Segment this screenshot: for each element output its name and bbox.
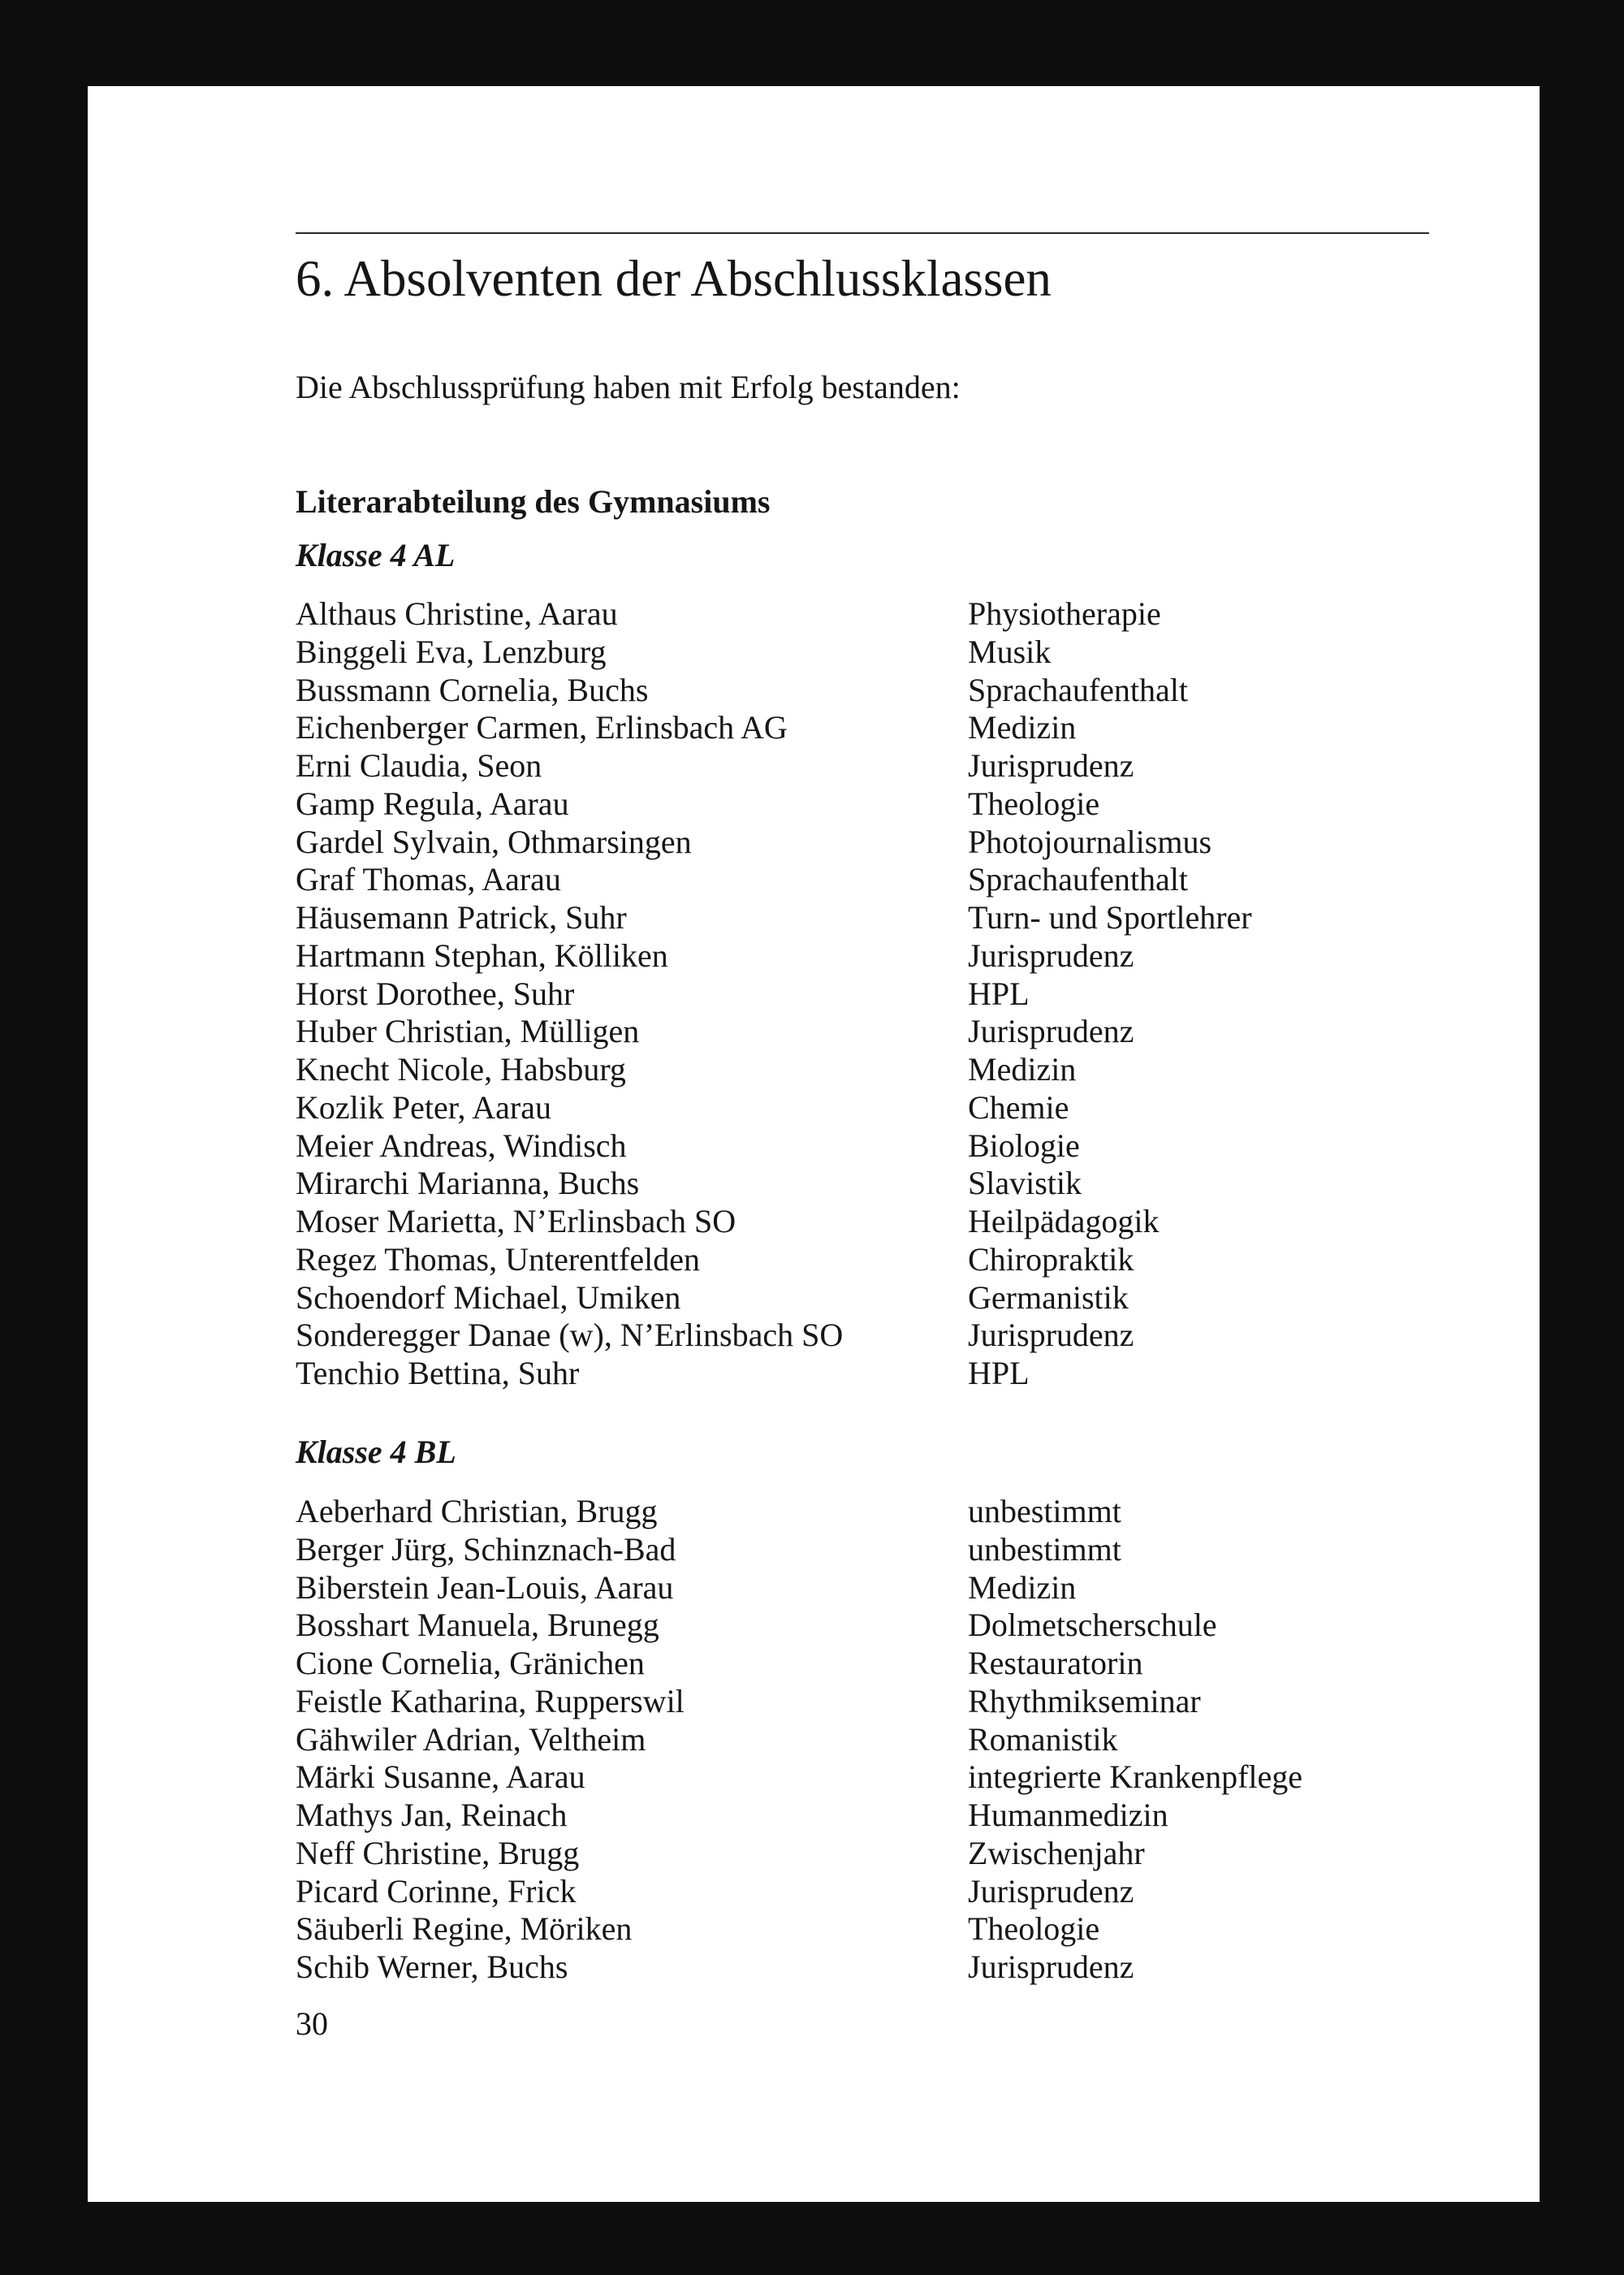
student-name: Moser Marietta, N’Erlinsbach SO (296, 1203, 736, 1239)
student-field: Musik (968, 633, 1052, 670)
student-row (296, 1051, 1449, 1089)
intro-text: Die Abschlussprüfung haben mit Erfolg bestanden: (296, 369, 961, 405)
student-row (296, 1279, 1449, 1317)
student-name: Biberstein Jean-Louis, Aarau (296, 1568, 674, 1606)
student-name: Erni Claudia, Seon (296, 747, 542, 784)
student-field: Medizin (968, 1051, 1077, 1088)
student-name: Gähwiler Adrian, Veltheim (296, 1720, 646, 1758)
student-field: Sprachaufenthalt (968, 671, 1188, 708)
document-page (88, 86, 1540, 2202)
student-name: Knecht Nicole, Habsburg (296, 1051, 626, 1088)
student-row (296, 1910, 1449, 1948)
student-name: Meier Andreas, Windisch (296, 1127, 627, 1164)
page-number: 30 (296, 2005, 328, 2042)
student-list (296, 1493, 1449, 1987)
student-name: Graf Thomas, Aarau (296, 861, 561, 898)
student-row (296, 1493, 1449, 1531)
student-row (296, 1758, 1449, 1797)
student-name: Eichenberger Carmen, Erlinsbach AG (296, 709, 788, 746)
student-name: Mathys Jan, Reinach (296, 1797, 568, 1833)
student-row (296, 899, 1449, 937)
student-row (296, 824, 1449, 862)
student-row (296, 937, 1449, 975)
student-name: Regez Thomas, Unterentfelden (296, 1240, 700, 1278)
student-field: HPL (968, 1355, 1030, 1391)
student-field: Slavistik (968, 1165, 1082, 1202)
student-name: Picard Corinne, Frick (296, 1872, 577, 1910)
student-field: Biologie (968, 1127, 1080, 1164)
student-name: Mirarchi Marianna, Buchs (296, 1165, 640, 1202)
student-row (296, 1089, 1449, 1127)
student-field: Restauratorin (968, 1645, 1143, 1681)
student-row (296, 1645, 1449, 1683)
student-list (296, 595, 1449, 1393)
student-field: Jurisprudenz (968, 1872, 1134, 1910)
student-row (296, 1165, 1449, 1203)
section-heading: Literarabteilung des Gymnasiums (296, 483, 771, 520)
student-name: Sonderegger Danae (w), N’Erlinsbach SO (296, 1317, 844, 1354)
student-name: Häusemann Patrick, Suhr (296, 899, 627, 936)
student-row (296, 1607, 1449, 1645)
class-section-4bl (296, 1432, 1449, 1987)
student-name: Säuberli Regine, Möriken (296, 1910, 633, 1948)
student-row (296, 1948, 1449, 1987)
student-name: Schib Werner, Buchs (296, 1948, 568, 1985)
student-name: Tenchio Bettina, Suhr (296, 1355, 580, 1391)
student-row (296, 1355, 1449, 1393)
class-label: Klasse 4 BL (296, 1434, 456, 1470)
student-field: Heilpädagogik (968, 1203, 1160, 1239)
student-field: Jurisprudenz (968, 1317, 1134, 1354)
student-field: unbestimmt (968, 1530, 1121, 1568)
student-name: Kozlik Peter, Aarau (296, 1088, 551, 1126)
student-field: Medizin (968, 1568, 1077, 1606)
student-field: Humanmedizin (968, 1797, 1168, 1833)
student-field: Jurisprudenz (968, 1948, 1134, 1985)
student-field: Dolmetscherschule (968, 1607, 1217, 1644)
student-field: Theologie (968, 1910, 1100, 1948)
student-name: Gamp Regula, Aarau (296, 785, 569, 822)
student-name: Aeberhard Christian, Brugg (296, 1493, 658, 1529)
student-name: Huber Christian, Mülligen (296, 1013, 640, 1050)
student-field: Romanistik (968, 1720, 1118, 1758)
student-name: Berger Jürg, Schinznach-Bad (296, 1530, 676, 1568)
student-field: unbestimmt (968, 1493, 1121, 1529)
student-field: HPL (968, 975, 1030, 1012)
student-row (296, 861, 1449, 899)
student-field: Chiropraktik (968, 1240, 1134, 1278)
student-row (296, 747, 1449, 785)
student-name: Hartmann Stephan, Kölliken (296, 936, 668, 974)
class-label: Klasse 4 AL (296, 537, 456, 573)
student-name: Märki Susanne, Aarau (296, 1758, 585, 1796)
student-row (296, 634, 1449, 672)
student-name: Althaus Christine, Aarau (296, 595, 618, 632)
student-row (296, 1203, 1449, 1241)
student-name: Bosshart Manuela, Brunegg (296, 1607, 659, 1644)
student-field: Sprachaufenthalt (968, 861, 1188, 898)
student-name: Binggeli Eva, Lenzburg (296, 633, 607, 670)
student-row (296, 975, 1449, 1014)
title-rule (296, 232, 1429, 234)
student-field: Photojournalismus (968, 823, 1212, 860)
student-field: Medizin (968, 709, 1077, 746)
student-field: Rhythmikseminar (968, 1682, 1201, 1719)
student-row (296, 1835, 1449, 1873)
student-row (296, 595, 1449, 634)
student-name: Horst Dorothee, Suhr (296, 975, 575, 1012)
student-field: integrierte Krankenpflege (968, 1758, 1303, 1796)
student-field: Zwischenjahr (968, 1834, 1145, 1871)
student-name: Cione Cornelia, Gränichen (296, 1645, 645, 1681)
student-row (296, 1797, 1449, 1835)
student-row (296, 1127, 1449, 1166)
student-field: Jurisprudenz (968, 747, 1134, 784)
student-row (296, 1683, 1449, 1721)
student-field: Physiotherapie (968, 595, 1161, 632)
student-field: Chemie (968, 1088, 1069, 1126)
student-field: Jurisprudenz (968, 1013, 1134, 1050)
student-row (296, 1569, 1449, 1607)
student-row (296, 1317, 1449, 1355)
student-row (296, 1873, 1449, 1911)
student-field: Theologie (968, 785, 1100, 822)
student-row (296, 1013, 1449, 1051)
student-row (296, 672, 1449, 710)
student-field: Germanistik (968, 1278, 1129, 1316)
student-name: Schoendorf Michael, Umiken (296, 1278, 681, 1316)
class-section-4al (296, 535, 1449, 1393)
student-field: Turn- und Sportlehrer (968, 899, 1252, 936)
student-name: Bussmann Cornelia, Buchs (296, 671, 649, 708)
student-row (296, 1241, 1449, 1279)
student-field: Jurisprudenz (968, 936, 1134, 974)
student-row (296, 709, 1449, 747)
student-row (296, 1531, 1449, 1569)
student-row (296, 1721, 1449, 1759)
page-title: 6. Absolventen der Abschlussklassen (296, 250, 1052, 307)
student-name: Gardel Sylvain, Othmarsingen (296, 823, 692, 860)
student-row (296, 785, 1449, 824)
student-name: Neff Christine, Brugg (296, 1834, 580, 1871)
student-name: Feistle Katharina, Rupperswil (296, 1682, 685, 1719)
